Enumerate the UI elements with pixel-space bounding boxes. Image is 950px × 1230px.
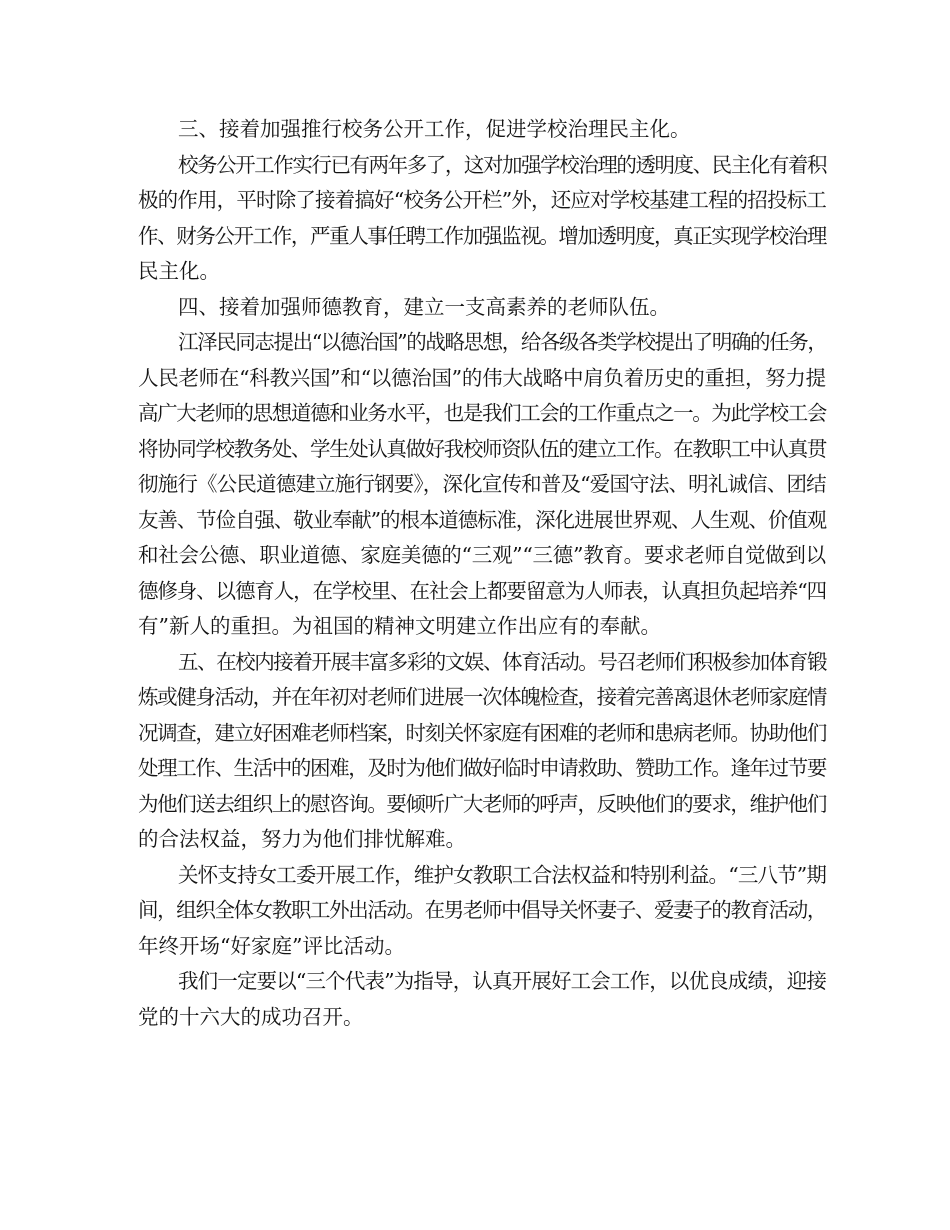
paragraph-first-line: 五、在校内接着开展丰富多彩的文娱、体育活动。号召老师们积极参加体育锻 — [178, 649, 827, 674]
paragraph-line: 况调查，建立好困难老师档案，时刻关怀家庭有困难的老师和患病老师。协助他们 — [138, 720, 826, 745]
paragraph-line: 彻施行《公民道德建立施行钢要》，深化宣传和普及“爱国守法、明礼诚信、团结 — [138, 472, 826, 496]
paragraph-line: 友善、节俭自强、敬业奉献”的根本道德标准，深化进展世界观、人生观、价值观 — [138, 507, 827, 532]
document-body — [138, 112, 826, 1035]
paragraph-line: 高广大老师的思想道德和业务水平，也是我们工会的工作重点之一。为此学校工会 — [138, 401, 826, 425]
paragraph-line: 和社会公德、职业道德、家庭美德的“三观”“三德”教育。要求老师自觉做到以 — [138, 543, 826, 567]
paragraph-line: 处理工作、生活中的困难，及时为他们做好临时申请救助、赞助工作。逢年过节要 — [138, 756, 826, 780]
paragraph-first-line: 校务公开工作实行已有两年多了，这对加强学校治理的透明度、民主化有着积 — [178, 152, 827, 177]
paragraph-first-line: 四、接着加强师德教育，建立一支高素养的老师队伍。 — [178, 294, 670, 319]
paragraph-line: 党的十六大的成功召开。 — [138, 1004, 364, 1029]
paragraph-line: 年终开场“好家庭”评比活动。 — [138, 933, 405, 958]
paragraph-line: 间，组织全体女教职工外出活动。在男老师中倡导关怀妻子、爱妻子的教育活动， — [138, 898, 826, 922]
paragraph-line: 作、财务公开工作，严重人事任聘工作加强监视。增加透明度，真正实现学校治理 — [138, 223, 826, 248]
paragraph-line: 有”新人的重担。为祖国的精神文明建立作出应有的奉献。 — [138, 614, 661, 638]
paragraph-line: 德修身、以德育人，在学校里、在社会上都要留意为人师表，认真担负起培养“四 — [138, 578, 827, 603]
paragraph-line: 炼或健身活动，并在年初对老师们进展一次体魄检查，接着完善离退休老师家庭情 — [138, 685, 826, 709]
paragraph-first-line: 我们一定要以“三个代表”为指导，认真开展好工会工作，以优良成绩，迎接 — [178, 969, 827, 993]
paragraph-first-line: 江泽民同志提出“以德治国”的战略思想，给各级各类学校提出了明确的任务， — [178, 330, 827, 354]
paragraph-line: 极的作用，平时除了接着搞好“校务公开栏”外，还应对学校基建工程的招投标工 — [138, 188, 827, 212]
paragraph-line: 为他们送去组织上的慰咨询。要倾听广大老师的呼声，反映他们的要求，维护他们 — [138, 791, 826, 816]
paragraph-line: 的合法权益，努力为他们排忧解难。 — [138, 827, 466, 851]
paragraph-first-line: 三、接着加强推行校务公开工作，促进学校治理民主化。 — [178, 117, 691, 141]
paragraph-line: 民主化。 — [138, 259, 220, 283]
paragraph-line: 将协同学校教务处、学生处认真做好我校师资队伍的建立工作。在教职工中认真贯 — [138, 436, 826, 461]
paragraph-first-line: 关怀支持女工委开展工作，维护女教职工合法权益和特别利益。“三八节”期 — [178, 862, 827, 887]
paragraph-line: 人民老师在“科教兴国”和“以德治国”的伟大战略中肩负着历史的重担，努力提 — [138, 365, 826, 390]
